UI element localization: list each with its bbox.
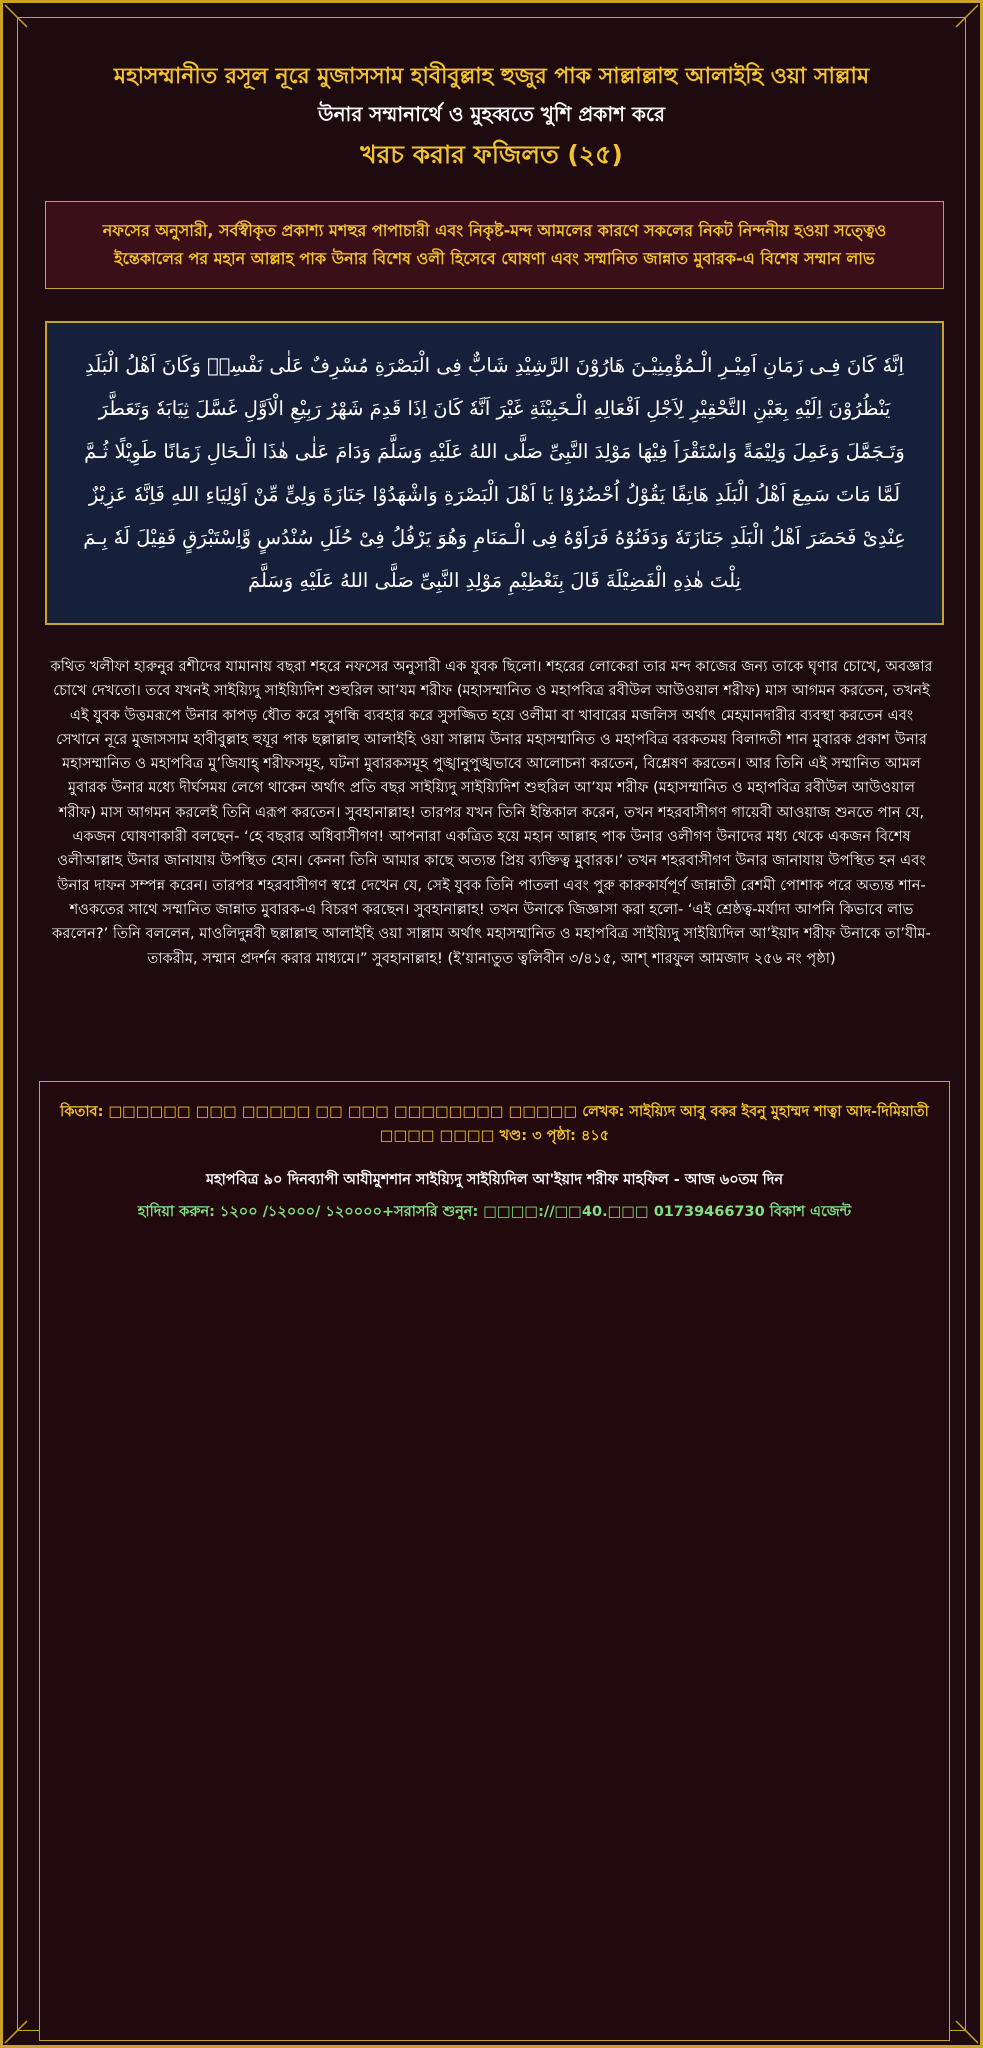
page-subheading: উনার সম্মানার্থে ও মুহব্বতে খুশি প্রকাশ করে — [318, 102, 665, 126]
corner-ornament-bottom-right — [954, 2019, 980, 2045]
corner-ornament-top-left — [3, 3, 29, 29]
summary-box — [45, 201, 944, 289]
translation-paragraph: কথিত খলীফা হারুনুর রশীদের যামানায় বছরা শহরে নফসের অনুসারী এক যুবক ছিলো। শহরের লোকেরা তার মন্দ কাজের জন্য তাকে ঘৃণার চোখে, অবজ্ঞার চোখে দেখতো। তবে যখনই সাইয়্যিদু সাইয়্যিদিশ শুহুরিল আ’যম শরীফ (মহাসম্মানিত ও মহাপবিত্র রবীউল আউওয়াল শরীফ) মাস আগমন করতেন, তখনই এই যুবক উত্তমরূপে উনার কাপড় ধৌত করে সুগন্ধি ব্যবহার করে সুসজ্জিত হয়ে ওলীমা বা খাবারের মজলিস অর্থাৎ মেহমানদারীর ব্যবস্থা করতেন এবং সেখানে নূরে মুজাসসাম হাবীবুল্লাহ হুযূর পাক ছল্লাল্লাহু আলাইহি ওয়া সাল্লাম উনার মহাসম্মানিত ও মহাপবিত্র বরকতময় বিলাদতী শান মুবারক প্রকাশ উনার মহাসম্মানিত ও মহাপবিত্র মু’জিযাহ্ শরীফসমূহ, ঘটনা মুবারকসমূহ পুঙ্খানুপুঙ্খভাবে আলোচনা করতেন, বিশ্লেষণ করতেন। আর তিনি এই সম্মানিত আমল মুবারক উনার মধ্যে দীর্ঘসময় লেগে থাকেন অর্থাৎ প্রতি বছর সাইয়্যিদু সাইয়্যিদিশ শুহুরিল আ’যম শরীফ (মহাসম্মানিত ও মহাপবিত্র রবীউল আউওয়াল শরীফ) মাস আগমন করলেই তিনি এরূপ করতেন। সুবহানাল্লাহ! তারপর যখন তিনি ইন্তিকাল করেন, তখন শহরবাসীগণ গায়েবী আওয়াজ শুনতে পান যে, একজন ঘোষণাকারী বলছেন- ‘হে বছরার অধিবাসীগণ! আপনারা একত্রিত হয়ে মহান আল্লাহ পাক উনার ওলীগণ উনাদের মধ্য থেকে একজন বিশেষ ওলীআল্লাহ উনার জানাযায় উপস্থিত হোন। কেননা তিনি আমার কাছে অত্যন্ত প্রিয় ব্যক্তিত্ব মুবারক।’ তখন শহরবাসীগণ উনার জানাযায় উপস্থিত হন এবং উনার দাফন সম্পন্ন করেন। তারপর শহরবাসীগণ স্বপ্নে দেখেন যে, সেই যুবক তিনি পাতলা এবং পুরু কারুকার্যপূর্ণ জান্নাতী রেশমী পোশাক পরে অত্যন্ত শান-শওকতের সাথে সম্মানিত জান্নাত মুবারক-এ বিচরণ করছেন। সুবহানাল্লাহ! তখন উনাকে জিজ্ঞাসা করা হলো- ‘এই শ্রেষ্ঠত্ব-মর্যাদা আপনি কিভাবে লাভ করলেন?’ তিনি বললেন, মাওলিদুন্নবী ছল্লাল্লাহু আলাইহি ওয়া সাল্লাম অর্থাৎ মহাসম্মানিত ও মহাপবিত্র সাইয়্যিদু সাইয়্যিদিল আ’ইয়াদ শরীফ উনাকে তা’যীম-তাকরীম, সম্মান প্রদর্শন করার মাধ্যমে।” সুবহানাল্লাহ! (ই’য়ানাতুত ত্বলিবীন ৩/৪১৫, আশ্ শারফুল আমজাদ ২৫৬ নং পৃষ্ঠা) — [50, 658, 933, 967]
corner-ornament-bottom-left — [3, 2019, 29, 2045]
page-title: মহাসম্মানীত রসূল নূরে মুজাসসাম হাবীবুল্লাহ হুজুর পাক সাল্লাল্লাহু আলাইহি ওয়া সাল্লাম — [113, 64, 870, 89]
contact-info: হাদিয়া করুন: ১২০০ /১২০০০/ ১২০০০০+সরাসরি শুনুন: □□□□://□□40.□□□ 01739466730 বিকাশ এজেন্ট — [137, 1204, 852, 1220]
section-heading: খরচ করার ফজিলত (২৫) — [360, 140, 623, 169]
summary-text: নফসের অনুসারী, সর্বস্বীকৃত প্রকাশ্য মশহুর পাপাচারী এবং নিকৃষ্ট-মন্দ আমলের কারণে সকলের নিকট নিন্দনীয় হওয়া সত্ত্বেও ইন্তেকালের পর মহান আল্লাহ পাক উনার বিশেষ ওলী হিসেবে ঘোষণা এবং সম্মানিত জান্নাত মুবারক-এ বিশেষ সম্মান লাভ — [102, 221, 887, 268]
book-reference: কিতাব: □□□□□□ □□□ □□□□□ □□ □□□ □□□□□□□□ □□□□□ লেখক: সাইয়্যিদ আবু বকর ইবনু মুহাম্মদ শাত্বা আদ-দিমিয়াতী □□□□ □□□□ খণ্ড: ৩ পৃষ্ঠা: ৪১৫ — [60, 1104, 929, 1144]
title-block — [43, 61, 940, 173]
footer-box — [39, 1081, 950, 2041]
event-announcement: মহাপবিত্র ৯০ দিনব্যাপী আযীমুশশান সাইয়্যিদু সাইয়্যিদিল আ'ইয়াদ শরীফ মাহফিল - আজ ৬০তম দিন — [205, 1172, 784, 1188]
arabic-quote-text: اِنَّهٗ كَانَ فِـى زَمَانِ اَمِيْـرِ الْـمُؤْمِنِيْـنَ هَارُوْنَ الرَّشِيْدِ شَابٌّ فِى الْبَصْرَةِ مُسْرِفٌ عَلٰى نَفْسِهٖ وَكَانَ اَهْلُ الْبَلَدِ يَنْظُرُوْنَ اِلَيْهِ بِعَيْنِ التَّحْقِيْرِ لِاَجْلِ اَفْعَالِهِ الْـخَبِيْثَةِ غَيْرَ اَنَّهٗ كَانَ اِذَا قَدِمَ شَهْرُ رَبِيْعِ الْاَوَّلِ غَسَّلَ ثِيَابَهٗ وَتَعَطَّرَ وَتَـجَمَّلَ وَعَمِلَ وَلِيْمَةً وَاسْتَقْرَاَ فِيْهَا مَوْلِدَ النَّبِىِّ صَلَّى اللهُ عَلَيْهِ وَسَلَّمَ وَدَامَ عَلٰى هٰذَا الْـحَالِ زَمَانًا طَوِيْلًا ثُـمَّ لَمَّا مَاتَ سَمِعَ اَهْلُ الْبَلَدِ هَاتِفًا يَقُوْلُ اُحْضُرُوْا يَا اَهْلَ الْبَصْرَةِ وَاشْهَدُوْا جَنَازَةَ وَلِىٍّ مِّنْ اَوْلِيَاءِ اللهِ فَاِنَّهٗ عَزِيْزٌ عِنْدِىْ فَحَضَرَ اَهْلُ الْبَلَدِ جَنَازَتَهٗ وَدَفَنُوْهُ فَرَاَوْهُ فِى الْـمَنَامِ وَهُوَ يَرْفُلُ فِىْ حُلَلِ سُنْدُسٍ وَّاِسْتَبْرَقٍ فَقِيْلَ لَهٗ بِـمَ نِلْتَ هٰذِهِ الْفَضِيْلَةَ قَالَ بِتَعْظِيْمِ مَوْلِدِ النَّبِىِّ صَلَّى اللهُ عَلَيْهِ وَسَلَّمَ — [83, 354, 906, 592]
corner-ornament-top-right — [954, 3, 980, 29]
arabic-quote-box — [45, 321, 944, 625]
